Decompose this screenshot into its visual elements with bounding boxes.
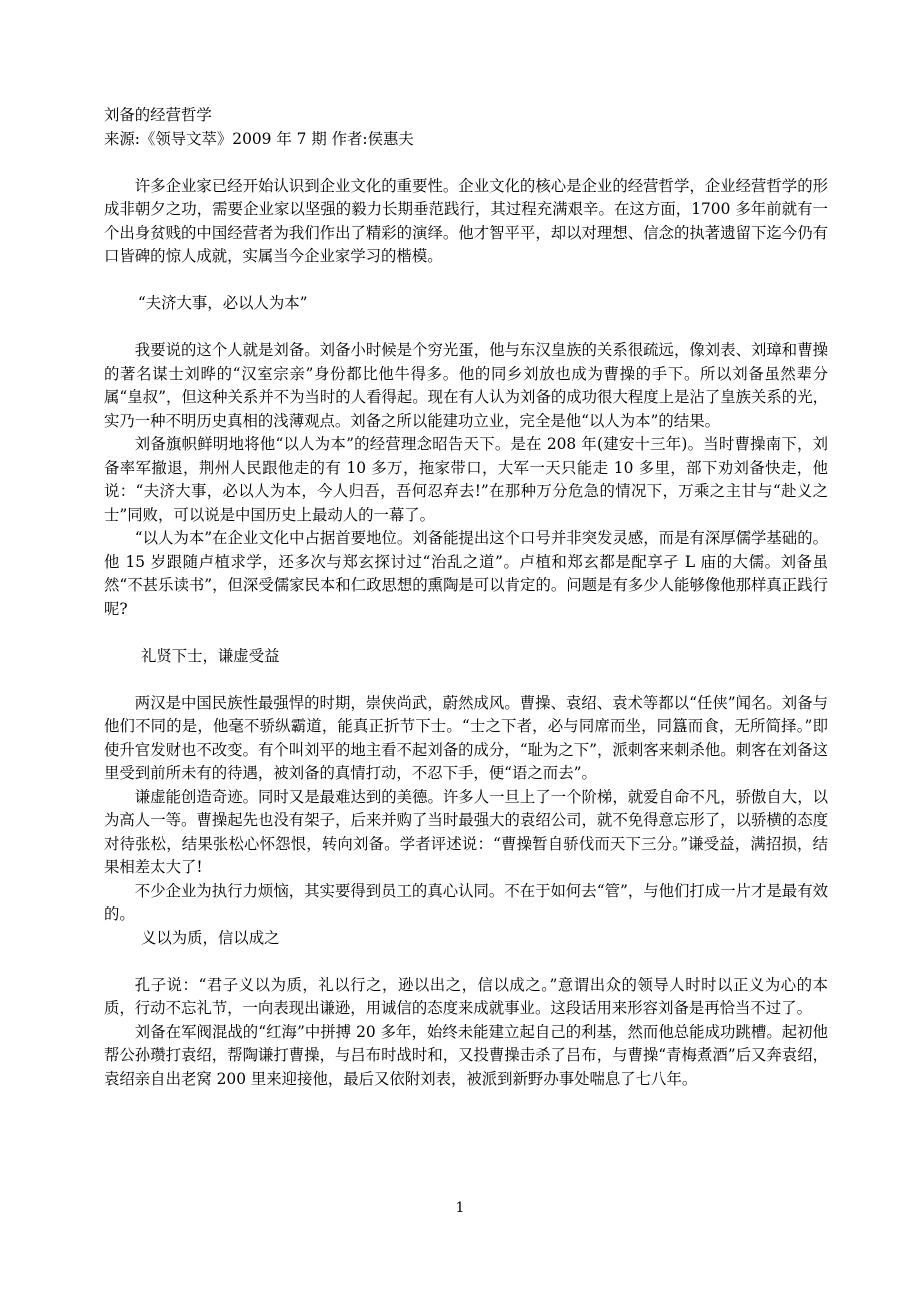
document-body <box>104 104 828 1091</box>
section1-paragraph-2: 刘备旗帜鲜明地将他“以人为本”的经营理念昭告天下。是在 208 年(建安十三年)。当时曹操南下，刘备率军撤退，荆州人民跟他走的有 10 多万，拖家带口，大军一天只能走 10 多里，部下劝刘备快走，他说：“夫济大事，必以人为本，今人归吾，吾何忍弃去!”在那种万分危急的情况下，万乘之主甘与“赴义之士”同败，可以说是中国历史上最动人的一幕了。 <box>104 435 829 524</box>
section-heading-1: “夫济大事，必以人为本” <box>137 294 308 312</box>
section3-paragraph-1: 孔子说：“君子义以为质，礼以行之，逊以出之，信以成之。”意谓出众的领导人时时以正义为心的本质，行动不忘礼节，一向表现出谦逊，用诚信的态度来成就事业。这段话用来形容刘备是再恰当不过了。 <box>104 975 828 1017</box>
spacer <box>104 151 828 175</box>
spacer <box>104 269 828 293</box>
section-heading-3: 义以为质，信以成之 <box>140 928 280 947</box>
source-line: 来源:《领导文萃》2009 年 7 期 作者:侯惠夫 <box>104 129 414 148</box>
section2-paragraph-1: 两汉是中国民族性最强悍的时期，崇侠尚武，蔚然成风。曹操、袁绍、袁术等都以“任侠”闻名。刘备与他们不同的是，他毫不骄纵霸道，能真正折节下士。“士之下者，必与同席而坐，同簋而食，无所简择。”即使升官发财也不改变。有个叫刘平的地主看不起刘备的成分，“耻为之下”，派刺客来刺杀他。刺客在刘备这里受到前所未有的待遇，被刘备的真情打动，不忍下手，便“语之而去”。 <box>104 693 828 782</box>
section3-paragraph-2: 刘备在军阀混战的“红海”中拼搏 20 多年，始终未能建立起自己的利基，然而他总能成功跳槽。起初他帮公孙瓒打袁绍，帮陶谦打曹操，与吕布时战时和，又投曹操击杀了吕布，与曹操“青梅煮酒”后又奔袁绍，袁绍亲自出老窝 200 里来迎接他，最后又依附刘表，被派到新野办事处喘息了七八年。 <box>104 1022 828 1088</box>
section-heading-2: 礼贤下士，谦虚受益 <box>140 646 280 665</box>
page-number: 1 <box>455 1200 465 1216</box>
spacer <box>104 950 828 974</box>
section2-paragraph-3: 不少企业为执行力烦恼，其实要得到员工的真心认同。不在于如何去“管”，与他们打成一片才是最有效的。 <box>104 881 828 923</box>
spacer <box>104 668 828 692</box>
section2-paragraph-2: 谦虚能创造奇迹。同时又是最难达到的美德。许多人一旦上了一个阶梯，就爱自命不凡，骄傲自大，以为高人一等。曹操起先也没有架子，后来并购了当时最强大的袁绍公司，就不免得意忘形了，以骄横的态度对待张松，结果张松心怀怨恨，转向刘备。学者评述说：“曹操暂自骄伐而天下三分。”谦受益，满招损，结果相差太大了! <box>104 787 828 876</box>
spacer <box>104 621 828 645</box>
intro-paragraph: 许多企业家已经开始认识到企业文化的重要性。企业文化的核心是企业的经营哲学，企业经营哲学的形成非朝夕之功，需要企业家以坚强的毅力长期垂范践行，其过程充满艰辛。在这方面，1700 多年前就有一个出身贫贱的中国经营者为我们作出了精彩的演绎。他才智平平，却以对理想、信念的执著遗留下迄今仍有口皆碑的惊人成就，实属当今企业家学习的楷模。 <box>104 176 828 265</box>
section1-paragraph-3: “以人为本”在企业文化中占据首要地位。刘备能提出这个口号并非突发灵感，而是有深厚儒学基础的。他 15 岁跟随卢植求学，还多次与郑玄探讨过“治乱之道”。卢植和郑玄都是配享孑 L 庙的大儒。刘备虽然“不甚乐读书”，但深受儒家民本和仁政思想的熏陶是可以肯定的。问题是有多少人能够像他那样真正践行呢? <box>104 529 828 618</box>
document-title: 刘备的经营哲学 <box>104 106 212 124</box>
section1-paragraph-1: 我要说的这个人就是刘备。刘备小时候是个穷光蛋，他与东汉皇族的关系很疏远，像刘表、刘璋和曹操的著名谋士刘晔的“汉室宗亲”身份都比他牛得多。他的同乡刘放也成为曹操的手下。所以刘备虽然辈分属“皇叔”，但这种关系并不为当时的人看得起。现在有人认为刘备的成功很大程度上是沾了皇族关系的光，实乃一种不明历史真相的浅薄观点。刘备之所以能建功立业，完全是他“以人为本”的结果。 <box>104 341 828 430</box>
spacer <box>104 316 828 340</box>
